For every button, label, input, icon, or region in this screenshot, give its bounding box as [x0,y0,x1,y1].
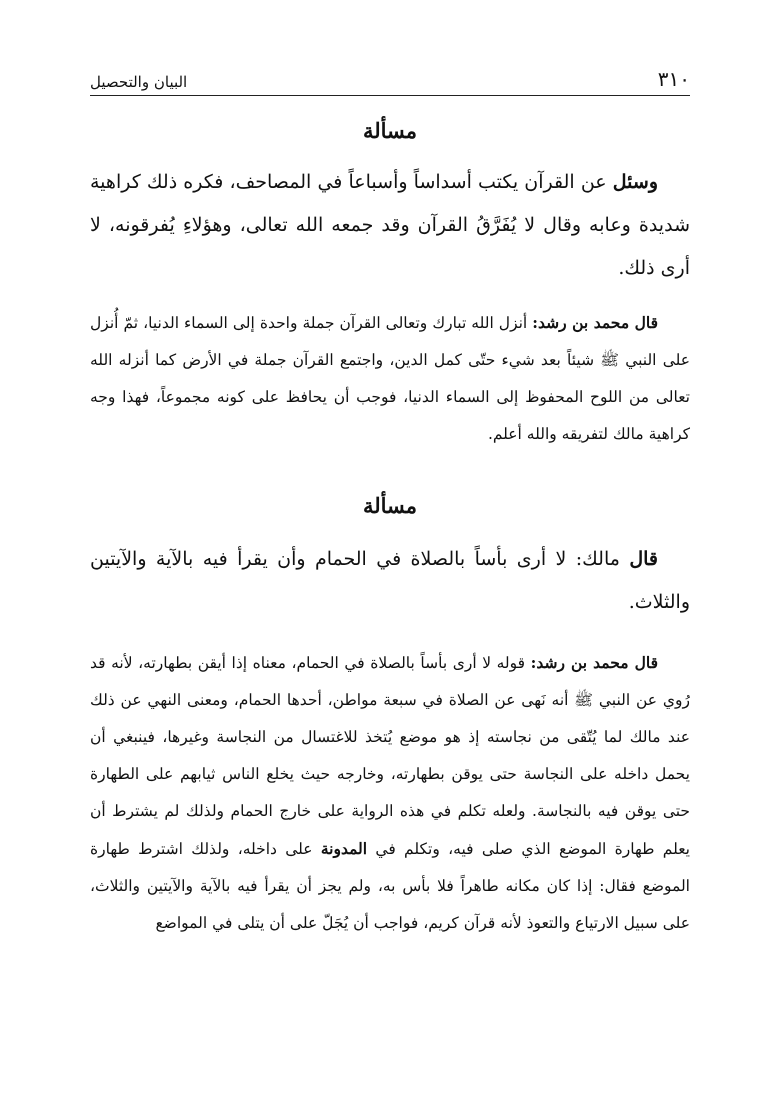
section-2-commentary-text-2: على داخله، ولذلك اشترط طهارة الموضع فقال: إذا كان مكانه طاهراً فلا بأس به، ولم يجز أن يقرأ فيه بالآية والآيتين والثلاث، على سبيل الارتياع والتعوذ لأنه قرآن كريم، فواجب أن يُجَلّ على أن يتلى في المواضع [90,840,690,932]
section-2-question-text: مالك: لا أرى بأساً بالصلاة في الحمام وأن يقرأ فيه بالآية والآيتين والثلاث. [90,548,690,613]
running-head [90,56,690,96]
section-1-question [90,161,690,290]
section-2-commentary-text-1: قوله لا أرى بأساً بالصلاة في الحمام، معناه إذا أيقن بطهارته، لأنه قد رُوي عن النبي ﷺ أنه نَهى عن الصلاة في سبعة مواطن، أحدها الحمام، ومعنى النهي عن ذلك عند مالك لما يُتّقى من نجاسته إذ هو موضع يُتخذ للاغتسال من النجاسة وغيرها، فينبغي أن يحمل داخله على النجاسة حتى يوقن بطهارته، وخارجه حيث يخلع الناس ثيابهم على الطهارة حتى يوقن فيه بالنجاسة. ولعله تكلم في هذه الرواية على خارج الحمام ولذلك لم يشترط أن يعلم طهارة الموضع الذي صلى فيه، وتكلم في [90,654,690,858]
section-2-question-lead: قال [629,548,658,570]
section-1-question-lead: وسئل [612,171,658,193]
book-page [90,56,690,1056]
section-2-commentary-bold-word: المدونة [320,839,368,858]
section-2-heading: مسألة [362,493,418,518]
section-2-commentary-lead: قال محمد بن رشد: [530,653,658,672]
section-2-commentary [90,644,690,942]
section-1-question-text: عن القرآن يكتب أسداساً وأسباعاً في المصاحف، فكره ذلك كراهية شديدة وعابه وقال لا يُفَرَّقُ القرآن وقد جمعه الله تعالى، وهؤلاءِ يُفرقونه، لا أرى ذلك. [90,171,690,279]
section-2-question [90,538,690,624]
section-1-commentary-lead: قال محمد بن رشد: [532,313,659,332]
section-1-commentary [90,304,690,453]
book-title: البيان والتحصيل [90,73,188,91]
page-number: ٣١٠ [657,67,690,91]
section-1-commentary-text: أنزل الله تبارك وتعالى القرآن جملة واحدة إلى السماء الدنيا، ثمّ أُنزل على النبي ﷺ شيئاً بعد شيء حتّى كمل الدين، واجتمع القرآن جملة في الأرض كما أنزله الله تعالى من اللوح المحفوظ إلى السماء الدنيا، فوجب أن يحافظ على كونه مجموعاً، فهذا وجه كراهية مالك لتفريقه والله أعلم. [90,314,690,443]
section-1-heading: مسألة [362,118,418,143]
